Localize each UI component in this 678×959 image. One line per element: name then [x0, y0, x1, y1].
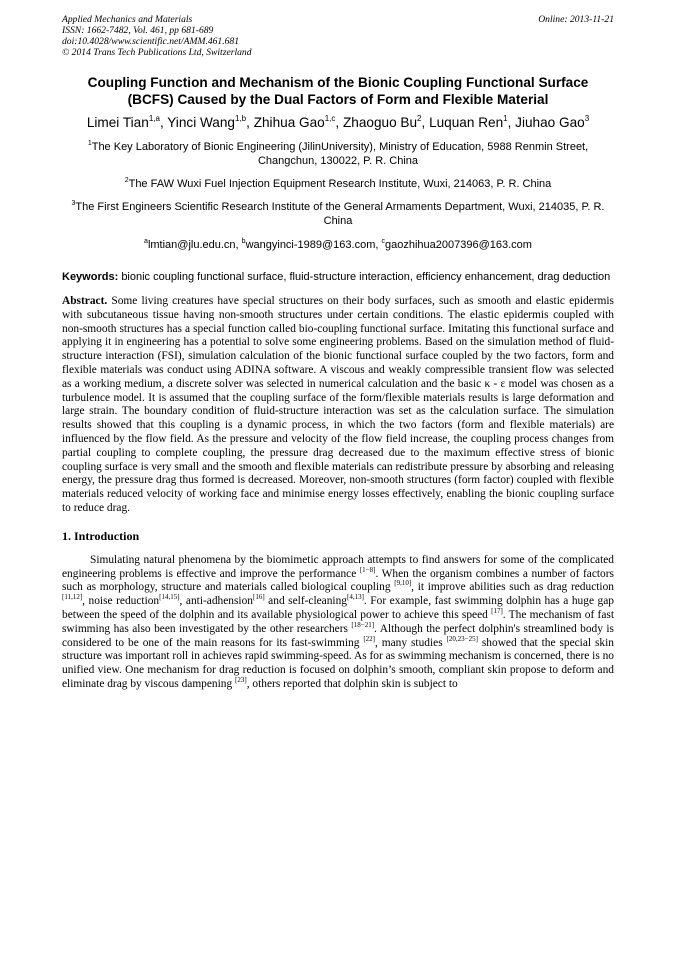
email-link[interactable]: wangyinci-1989@163.com — [245, 239, 376, 251]
author-list: Limei Tian$^{1,a}$, Yinci Wang$^{1,b}$, Zhihua Gao$^{1,c}$, Zhaoguo Bu$^2$, Luquan Ren$^1$, Jiuhao Gao$^3$ — [86, 114, 590, 130]
citation-ref[interactable]: [18−21] — [351, 620, 375, 629]
section-heading: 1. Introduction — [62, 528, 140, 543]
author-name: Jiuhao Gao — [515, 115, 585, 130]
citation-ref[interactable]: [22] — [363, 634, 375, 643]
intro-text: , it improve abilities such as drag reduction — [411, 581, 614, 594]
abstract-label: Abstract. — [62, 295, 108, 307]
abstract — [62, 295, 614, 516]
author-name: Zhihua Gao — [253, 115, 325, 130]
intro-text: . When the organism combines a number of factors such as morphology, structure and materials called biological coupling — [62, 567, 614, 594]
affiliation-sup: 1 — [87, 140, 92, 147]
email-list: $^a$lmtian@jlu.edu.cn, $^b$wangyinci-1989@163.com, $^c$gaozhihua2007396@163.com — [144, 238, 532, 251]
email-link[interactable]: gaozhihua2007396@163.com — [385, 239, 532, 251]
intro-text: Simulating natural phenomena by the biomimetic approach attempts to find answers for some of the complicated engineering problems is effective and improve the performance — [62, 553, 614, 580]
journal-doi[interactable]: doi:10.4028/www.scientific.net/AMM.461.681 — [62, 36, 240, 47]
email-sup: b — [241, 238, 246, 245]
citation-ref[interactable]: [9,10] — [394, 579, 412, 588]
affiliation-text: The FAW Wuxi Fuel Injection Equipment Research Institute, Wuxi, 214063, P. R. China — [128, 178, 552, 190]
intro-text: . For example, fast swimming dolphin has a huge gap between the speed of the dolphin and its available physiological power to achieve this speed — [62, 595, 614, 621]
journal-copyright: © 2014 Trans Tech Publications Ltd, Switzerland — [62, 47, 252, 58]
intro-text: , many studies — [374, 636, 447, 649]
intro-text: . Although the perfect dolphin's streamlined body is considered to be one of the main reasons for its fast-swimming — [62, 622, 614, 649]
affiliation-1 — [62, 140, 614, 168]
paper-page — [62, 14, 614, 692]
email-link[interactable]: lmtian@jlu.edu.cn — [147, 239, 236, 251]
author-sup: 1,b — [235, 114, 247, 123]
affiliation-text: The First Engineers Scientific Research Institute of the General Armaments Department, Wuxi, 214035, P. R. China — [75, 201, 605, 227]
citation-ref[interactable]: [16] — [252, 593, 265, 602]
author-name: Zhaoguo Bu — [342, 115, 418, 130]
author-name: Yinci Wang — [167, 115, 235, 130]
paper-title: Coupling Function and Mechanism of the Bionic Coupling Functional Surface (BCFS) Caused by the Dual Factors of Form and Flexible Material — [87, 75, 589, 107]
affiliation-2 — [62, 177, 614, 191]
journal-info — [62, 14, 614, 58]
author-sup: 3 — [584, 114, 590, 123]
citation-ref[interactable]: [11,12] — [62, 593, 83, 602]
introduction-paragraph — [62, 554, 614, 692]
intro-text: , others reported that dolphin skin is subject to — [246, 677, 458, 690]
keywords-text: bionic coupling functional surface, fluid-structure interaction, efficiency enhancement, drag deduction — [121, 271, 611, 283]
author-name: Limei Tian — [86, 115, 149, 130]
citation-ref[interactable]: [20,23−25] — [446, 634, 478, 643]
affiliation-3 — [62, 200, 614, 228]
keywords — [62, 270, 614, 284]
email-sup: a — [144, 238, 148, 245]
keywords-label: Keywords: — [62, 271, 119, 283]
citation-ref[interactable]: [1−8] — [359, 565, 376, 574]
journal-header — [62, 14, 614, 62]
abstract-text: Some living creatures have special structures on their body surfaces, such as smooth and elastic epidermis with subcutaneous tissue having non-smooth structures under certain conditions. The elastic epidermis coupled with non-smooth structures has a special function called bio-coupling functional surface. Imitating this functional surface and applying it in engineering has a potential to solve some engineering problems. Based on the simulation method of fluid-structure interaction (FSI), simulation calculation of the bionic functional surface coupled by the two factors, form and flexible materials was conduct using ADINA software. A viscous and weakly compressible transient flow was selected as a working medium, a discrete solver was selected in numerical calculation and the basic κ - ε model was chosen as a turbulence model. It is assumed that the coupling surface of the form/flexible materials results is large deformation and large strain. The boundary condition of fluid-structure interaction was set as the calculation surface. The simulation results showed that this coupling is a dynamic process, in which the two factors (form and flexible materials) are influenced by the flow field. As the pressure and velocity of the flow field increase, the coupling process changes from partial coupling to complete coupling, the pressure drag decreased due to the maximum effective stress of bionic coupling surface is very small and the smooth and flexible materials can redistribute pressure by absorbing and releasing energy, the pressure drag thus formed is decreased. Moreover, non-smooth structures (form factor) coupled with flexible materials reduced velocity of working face and minimise energy losses effectively, enabling the bionic coupling surface to reduce drag. — [62, 295, 614, 514]
citation-ref[interactable]: [4,13] — [347, 593, 364, 602]
online-date: Online: 2013-11-21 — [538, 14, 614, 25]
citation-ref[interactable]: [14,15] — [159, 593, 180, 602]
citation-ref[interactable]: [23] — [235, 675, 247, 684]
journal-name: Applied Mechanics and Materials — [62, 14, 193, 25]
intro-text: showed that the special skin structure was important roll in achieves rapid swimming-speed. As for as swimming mechanism is concerned, there is no unified view. One mechanism for drag reduction is focused on dolphin’s smooth, compliant skin propose to deform and eliminate drag by viscous dampening — [62, 636, 615, 690]
author-sup: 2 — [417, 114, 422, 123]
intro-text: , noise reduction — [82, 595, 160, 608]
email-sup: c — [381, 238, 385, 245]
author-sup: 1,c — [324, 114, 336, 123]
intro-text: , anti-adhension — [179, 595, 253, 608]
author-name: Luquan Ren — [429, 115, 504, 130]
author-sup: 1,a — [148, 114, 160, 123]
affiliation-text: The Key Laboratory of Bionic Engineering (JilinUniversity), Ministry of Education, 5988 Renmin Street, Changchun, 130022, P. R. China — [91, 141, 589, 167]
journal-issn: ISSN: 1662-7482, Vol. 461, pp 681-689 — [62, 25, 214, 36]
affiliation-sup: 3 — [71, 200, 76, 207]
intro-text: . The mechanism of fast swimming has also been investigated by the other researchers — [62, 608, 614, 635]
author-sup: 1 — [503, 114, 508, 123]
citation-ref[interactable]: [17] — [491, 606, 503, 615]
affiliation-sup: 2 — [124, 177, 129, 184]
intro-text: and self-cleaning — [264, 595, 347, 608]
